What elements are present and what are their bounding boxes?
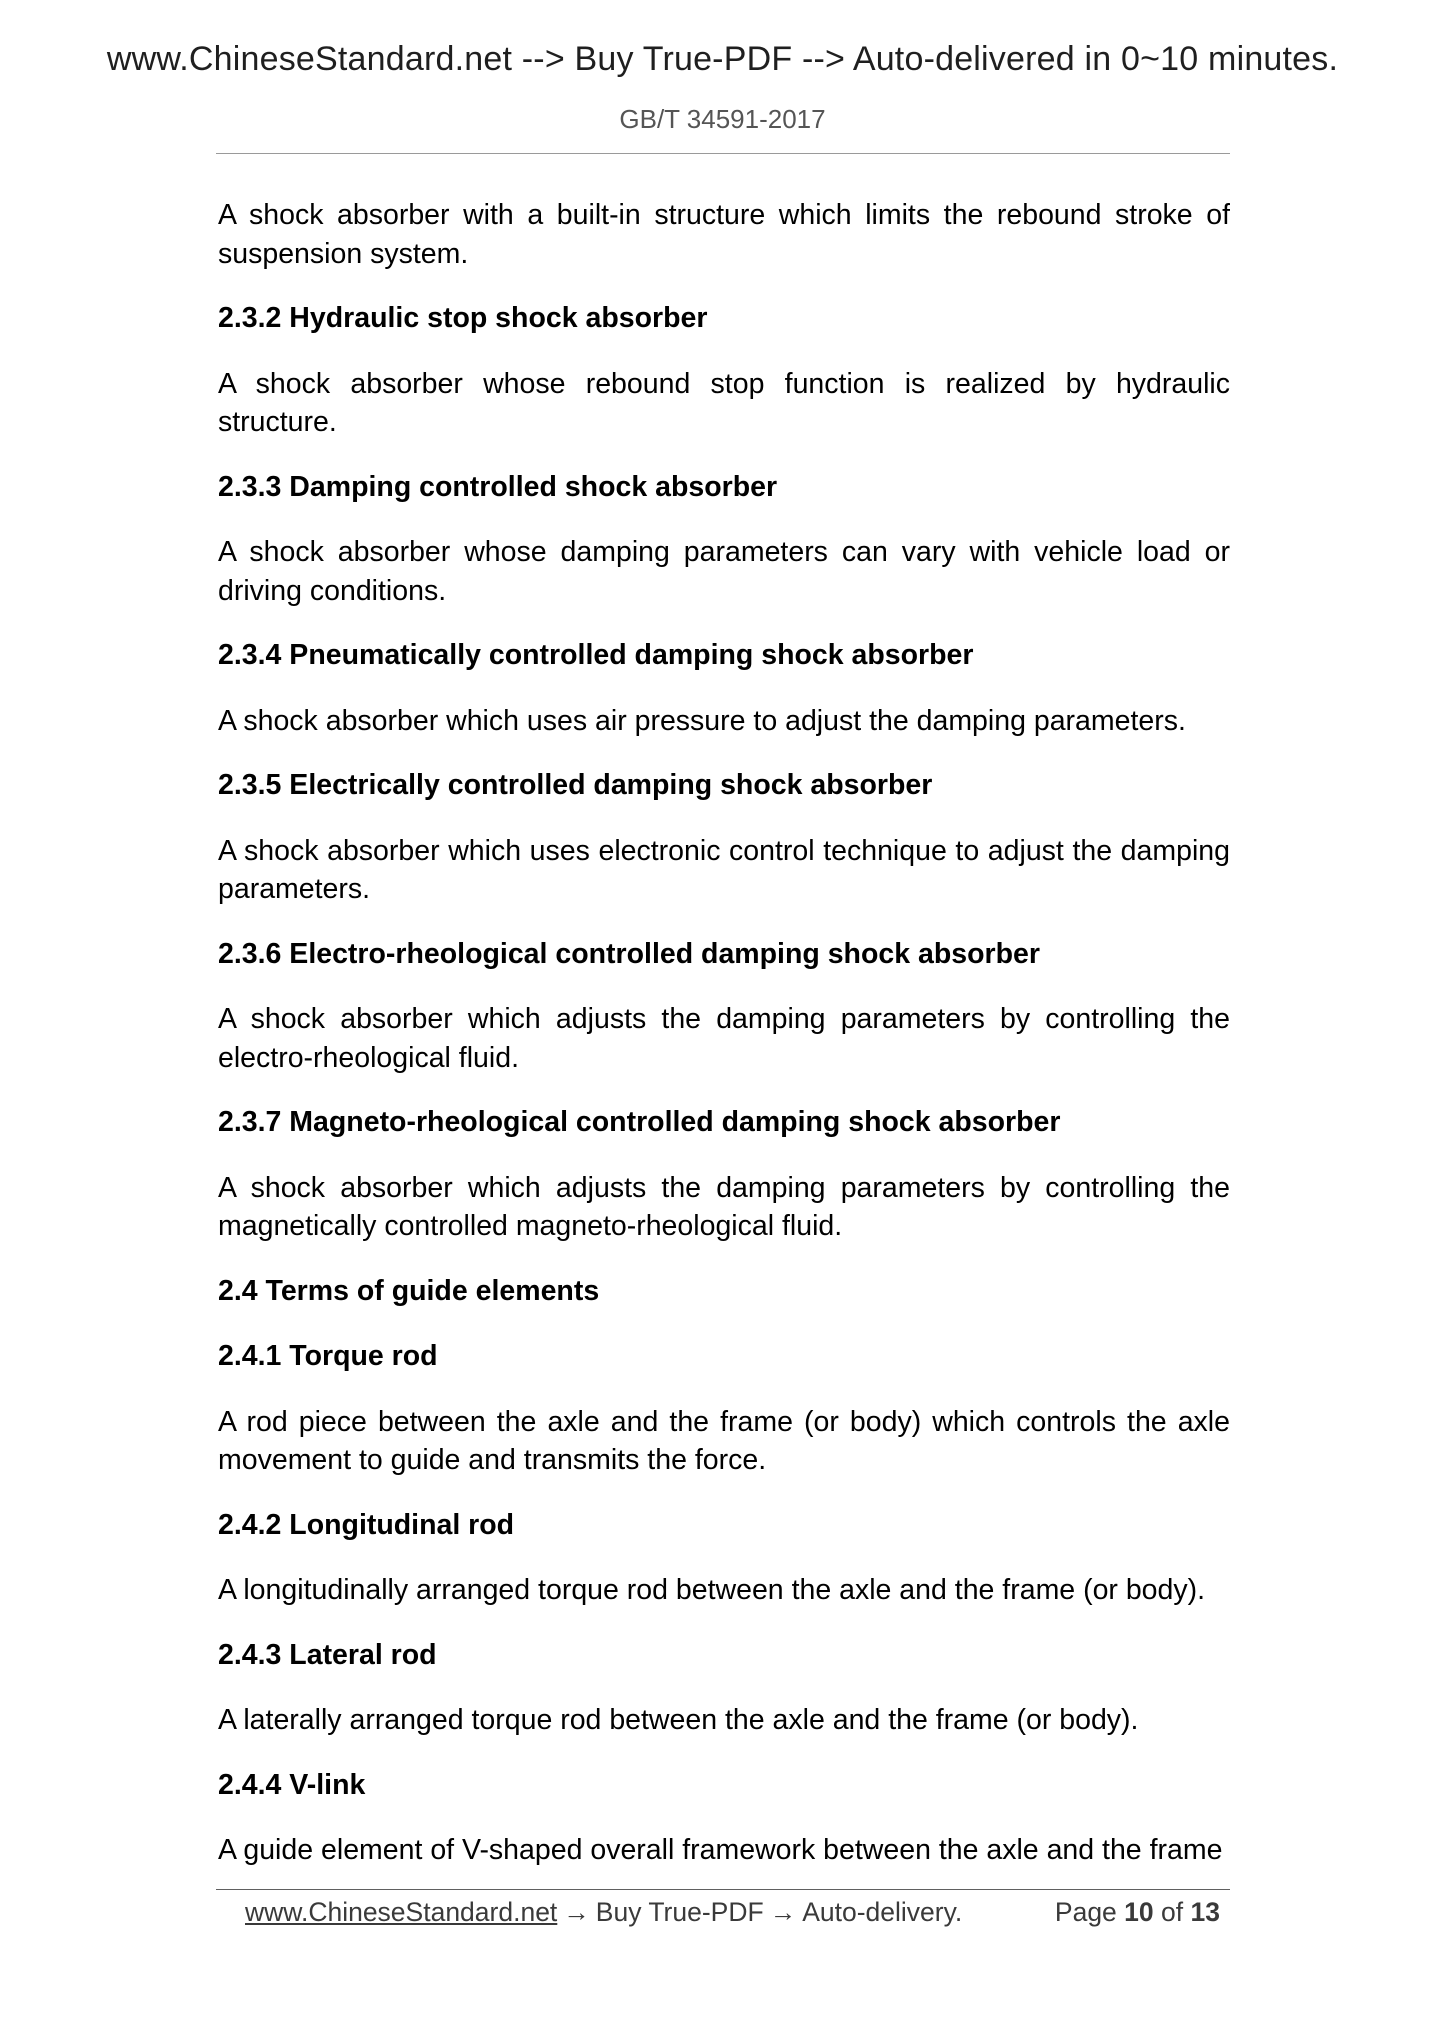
section-heading: 2.3.2 Hydraulic stop shock absorber — [218, 302, 708, 334]
page-label: Page — [1054, 1897, 1117, 1927]
footer-buy-text: Buy True-PDF — [595, 1897, 764, 1927]
body-paragraph: A longitudinally arranged torque rod between the axle and the frame (or body). — [218, 1574, 1206, 1606]
body-paragraph: A shock absorber which adjusts the damping parameters by controlling the magnetically controlled magneto-rheological fluid. — [218, 1171, 1230, 1242]
page-of-label: of — [1161, 1897, 1184, 1927]
section-heading: 2.4.3 Lateral rod — [218, 1638, 437, 1671]
body-paragraph: A laterally arranged torque rod between the axle and the frame (or body). — [218, 1704, 1139, 1736]
body-paragraph: A rod piece between the axle and the frame (or body) which controls the axle movement to guide and transmits the force. — [218, 1405, 1230, 1476]
arrow-right-icon: → — [563, 1897, 590, 1927]
footer-delivery-text: Auto-delivery. — [802, 1897, 963, 1927]
body-paragraph: A shock absorber which adjusts the damping parameters by controlling the electro-rheological fluid. — [218, 1003, 1230, 1074]
section-heading: 2.3.6 Electro-rheological controlled damping shock absorber — [218, 937, 1040, 970]
body-paragraph: A shock absorber which uses air pressure to adjust the damping parameters. — [218, 704, 1186, 737]
section-heading: 2.3.5 Electrically controlled damping shock absorber — [218, 769, 933, 801]
page-footer — [245, 1897, 1230, 1928]
footer-website-link[interactable]: www.ChineseStandard.net — [245, 1897, 558, 1927]
body-paragraph: A shock absorber whose rebound stop function is realized by hydraulic structure. — [218, 367, 1230, 438]
document-code: GB/T 34591-2017 — [619, 104, 826, 134]
page-number — [1055, 1897, 1230, 1928]
document-body — [218, 196, 1230, 1874]
body-paragraph: A shock absorber whose damping parameters can vary with vehicle load or driving conditions. — [218, 536, 1230, 607]
page-total: 13 — [1190, 1897, 1220, 1927]
section-heading: 2.3.4 Pneumatically controlled damping shock absorber — [218, 639, 974, 671]
section-heading: 2.4.1 Torque rod — [218, 1340, 438, 1372]
section-heading: 2.4.2 Longitudinal rod — [218, 1508, 515, 1541]
footer-divider — [216, 1889, 1230, 1890]
section-heading: 2.3.7 Magneto-rheological controlled damping shock absorber — [218, 1106, 1061, 1138]
section-heading: 2.4 Terms of guide elements — [218, 1274, 600, 1307]
top-banner: www.ChineseStandard.net --> Buy True-PDF --> Auto-delivered in 0~10 minutes. — [106, 40, 1339, 78]
section-heading: 2.4.4 V-link — [218, 1768, 366, 1801]
header-divider — [216, 153, 1230, 154]
body-paragraph: A shock absorber which uses electronic control technique to adjust the damping parameters. — [218, 834, 1230, 905]
page-current: 10 — [1124, 1897, 1154, 1927]
body-paragraph: A shock absorber with a built-in structure which limits the rebound stroke of suspension system. — [218, 199, 1230, 270]
arrow-right-icon: → — [769, 1897, 797, 1927]
section-heading: 2.3.3 Damping controlled shock absorber — [218, 470, 778, 503]
body-paragraph: A guide element of V-shaped overall framework between the axle and the frame — [218, 1834, 1223, 1866]
